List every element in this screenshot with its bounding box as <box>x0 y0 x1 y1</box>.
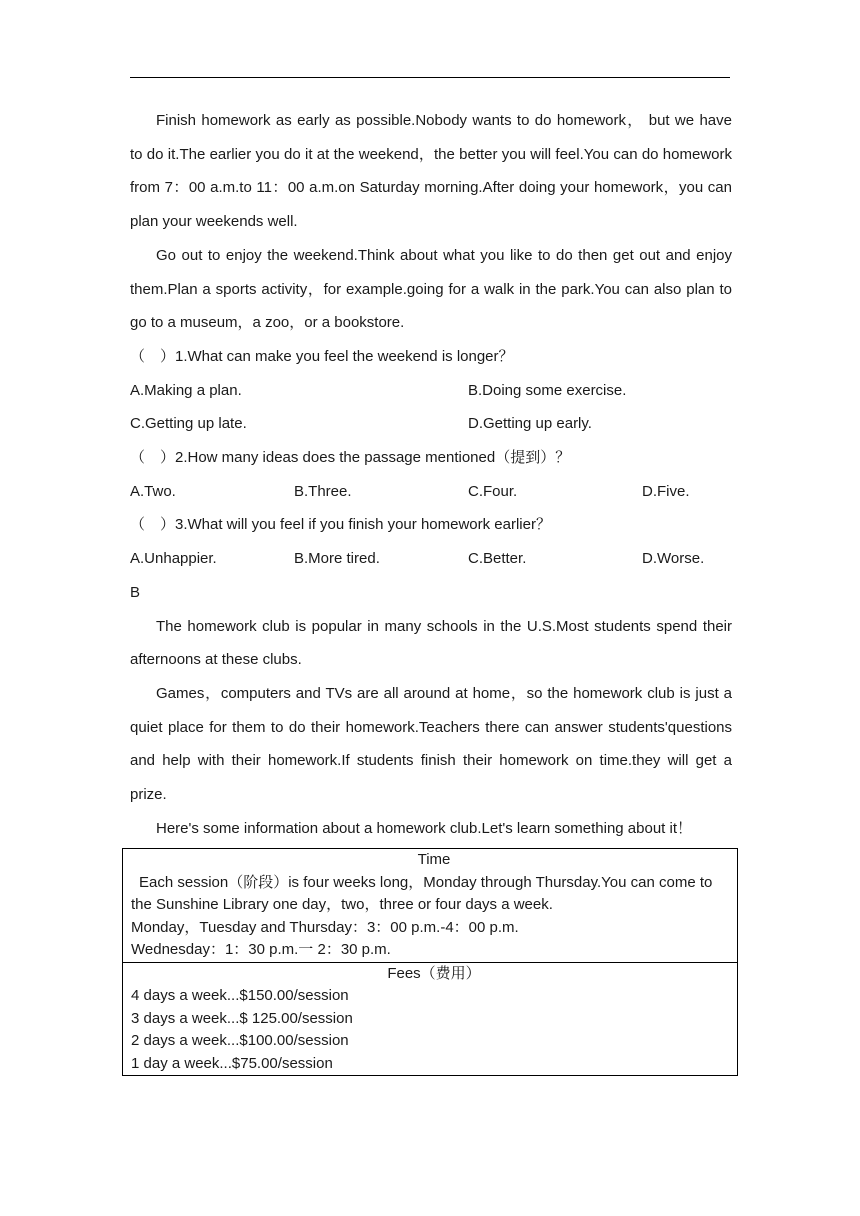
fee-item: 2 days a week...$100.00/session <box>131 1032 349 1049</box>
option-c: C.Better. <box>468 550 527 568</box>
schedule-line: Monday，Tuesday and Thursday：3：00 p.m.-4：00 p.m. <box>131 918 519 936</box>
fee-item: 1 day a week...$75.00/session <box>131 1054 333 1072</box>
passage-paragraph: The homework club is popular in many schools in the U.S.Most students spend their afternoons at these clubs. <box>130 617 732 669</box>
question-1-options-row <box>130 407 732 441</box>
fee-item: 4 days a week...$150.00/session <box>131 987 349 1004</box>
fees-cell <box>123 962 738 1076</box>
session-description: Each session（阶段）is four weeks long，Monday through Thursday.You can come to <box>139 873 713 891</box>
option-b: B.More tired. <box>294 550 380 568</box>
passage-paragraph: Here's some information about a homework club.Let's learn something about it！ <box>156 819 693 837</box>
option-b: B.Three. <box>294 482 352 500</box>
header-rule <box>130 77 730 78</box>
option-a: A.Making a plan. <box>130 381 242 399</box>
fees-row <box>123 962 738 1076</box>
fee-item: 3 days a week...$ 125.00/session <box>131 1009 353 1027</box>
option-a: A.Two. <box>130 482 176 500</box>
time-cell <box>123 849 738 963</box>
option-b: B.Doing some exercise. <box>468 381 627 399</box>
question-3-options-row <box>130 542 732 576</box>
section-b-label: B <box>130 583 141 601</box>
document-body <box>130 104 732 845</box>
passage-paragraph: Games，computers and TVs are all around at home，so the homework club is just a quiet place for them to do their homework.Teachers there can answer students'questions and help with their homework.If students finish their homework on time.they will get a prize. <box>130 684 732 804</box>
time-row <box>123 849 738 963</box>
time-heading: Time <box>417 851 451 868</box>
passage-paragraph: Finish homework as early as possible.Nobody wants to do homework， but we have to do it.The earlier you do it at the weekend，the better you will feel.You can do homework from 7：00 a.m.to 11：00 a.m.on Saturday morning.After doing your homework，you can plan your weekends well. <box>130 112 732 231</box>
option-d: D.Five. <box>642 482 690 500</box>
option-d: D.Worse. <box>642 550 705 568</box>
question-1-stem: （ ）1.What can make you feel the weekend is longer？ <box>130 347 514 365</box>
question-1-options-row <box>130 374 732 408</box>
option-c: C.Four. <box>468 482 518 500</box>
option-a: A.Unhappier. <box>130 550 217 568</box>
passage-paragraph: Go out to enjoy the weekend.Think about what you like to do then get out and enjoy them.Plan a sports activity，for example.going for a walk in the park.You can also plan to go to a museum，a zoo，or a bookstore. <box>130 246 732 332</box>
option-d: D.Getting up early. <box>468 415 592 433</box>
fees-heading: Fees（费用） <box>387 964 481 982</box>
session-description: the Sunshine Library one day，two，three or four days a week. <box>131 896 553 913</box>
question-2-options-row <box>130 475 732 509</box>
question-3-stem: （ ）3.What will you feel if you finish your homework earlier？ <box>130 516 551 534</box>
option-c: C.Getting up late. <box>130 415 247 433</box>
homework-club-info-table <box>122 848 738 1076</box>
question-2-stem: （ ）2.How many ideas does the passage mentioned（提到）？ <box>130 449 571 467</box>
schedule-line: Wednesday：1：30 p.m.一 2：30 p.m. <box>131 941 391 958</box>
